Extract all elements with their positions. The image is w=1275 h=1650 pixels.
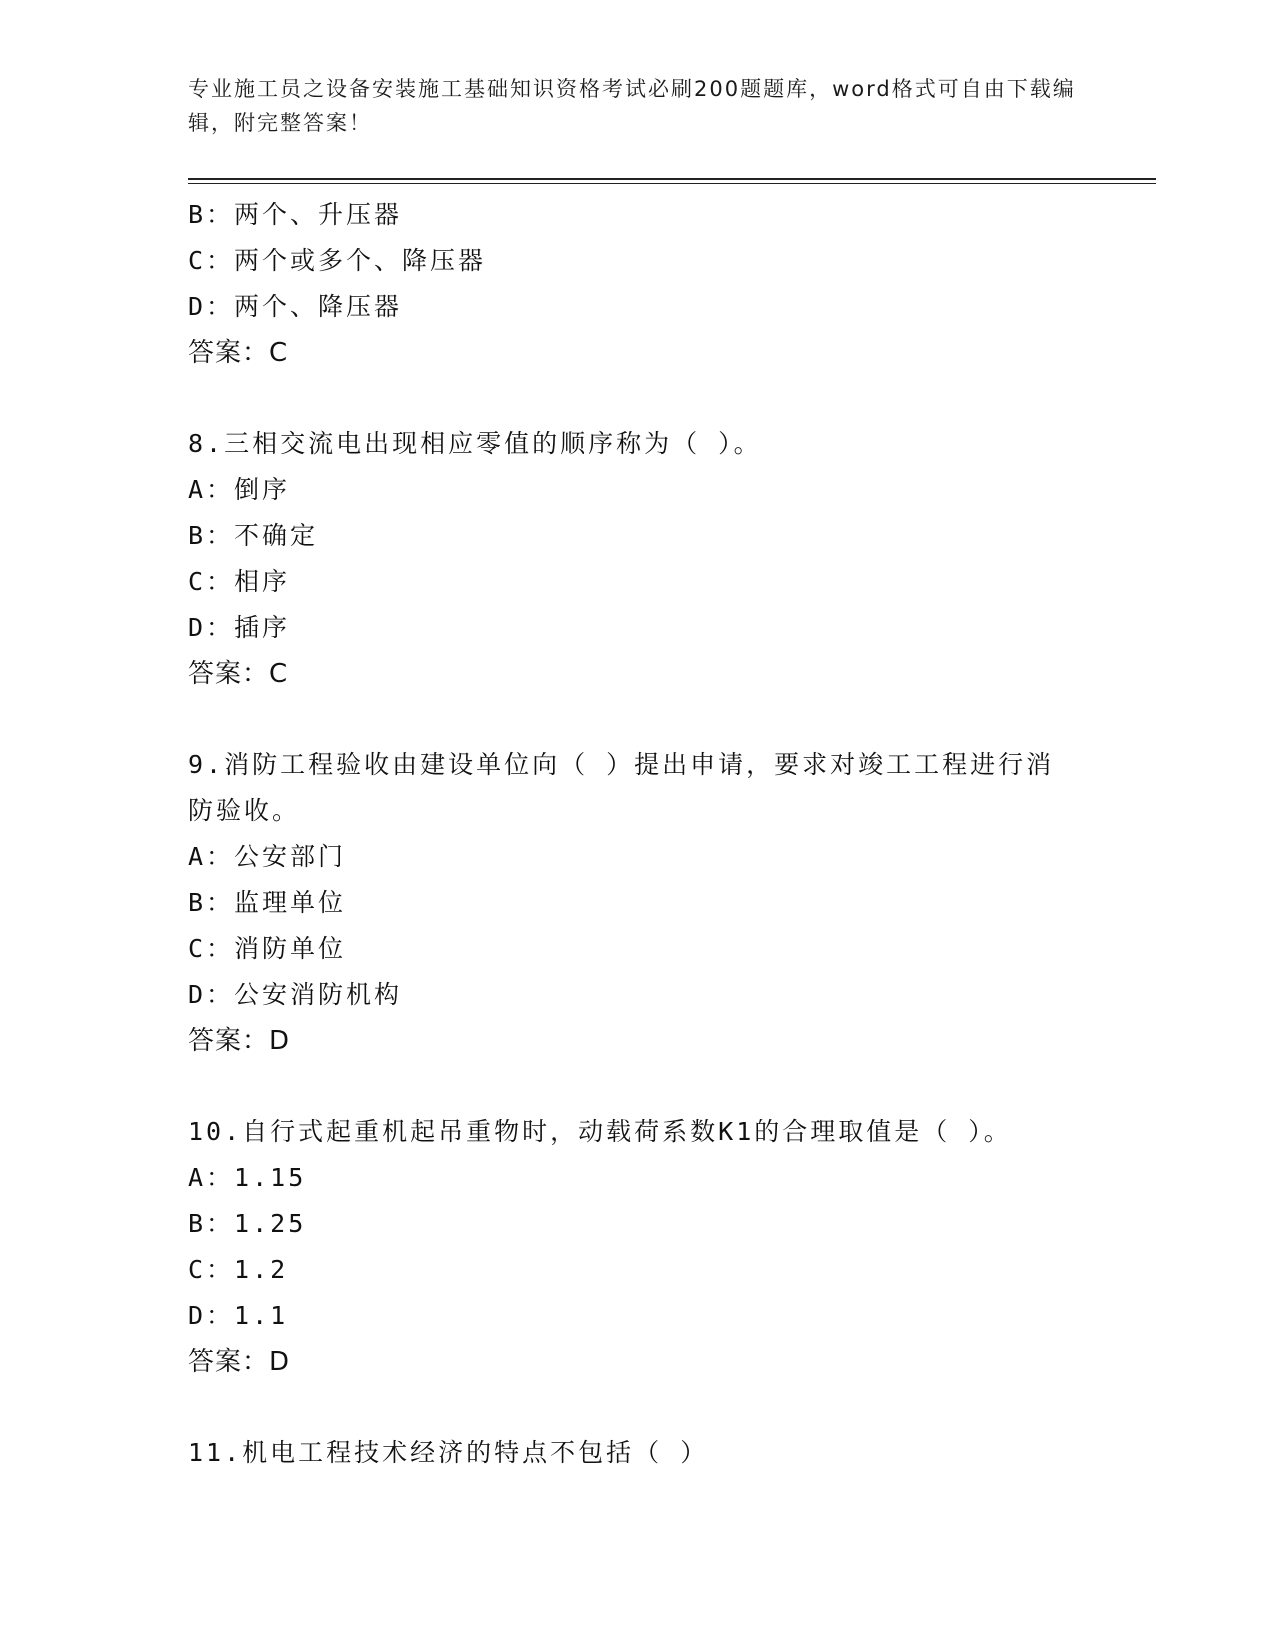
question-stem: 8.三相交流电出现相应零值的顺序称为（ ）。 [188,429,762,458]
question-content [188,192,1088,1476]
option-c: C：两个或多个、降压器 [188,246,487,275]
option-d: D：1.1 [188,1301,289,1330]
option-c: C：相序 [188,567,291,596]
header-rule-thick [188,178,1156,180]
option-a: A：1.15 [188,1163,307,1192]
option-d: D：公安消防机构 [188,980,403,1009]
question-10 [188,1109,1088,1385]
option-b: B：两个、升压器 [188,200,403,229]
question-11 [188,1430,1088,1476]
answer: 答案：D [188,1347,291,1377]
question-9 [188,742,1088,1064]
option-b: B：不确定 [188,521,319,550]
question-stem: 11.机电工程技术经济的特点不包括（ ） [188,1438,709,1467]
option-a: A：倒序 [188,475,291,504]
option-c: C：1.2 [188,1255,289,1284]
option-c: C：消防单位 [188,934,347,963]
question-8 [188,421,1088,697]
document-header: 专业施工员之设备安装施工基础知识资格考试必刷200题题库，word格式可自由下载编辑，附完整答案！ [188,77,1076,135]
header-rule-thin [188,183,1156,184]
option-d: D：两个、降压器 [188,292,403,321]
option-a: A：公安部门 [188,842,347,871]
question-stem: 10.自行式起重机起吊重物时，动载荷系数K1的合理取值是（ ）。 [188,1117,1012,1146]
question-stem: 9.消防工程验收由建设单位向（ ）提出申请，要求对竣工工程进行消防验收。 [188,750,1055,825]
answer: 答案：C [188,338,289,368]
answer: 答案：C [188,659,289,689]
option-d: D：插序 [188,613,291,642]
question-7-continued [188,192,1088,376]
answer: 答案：D [188,1026,291,1056]
option-b: B：监理单位 [188,888,347,917]
option-b: B：1.25 [188,1209,307,1238]
